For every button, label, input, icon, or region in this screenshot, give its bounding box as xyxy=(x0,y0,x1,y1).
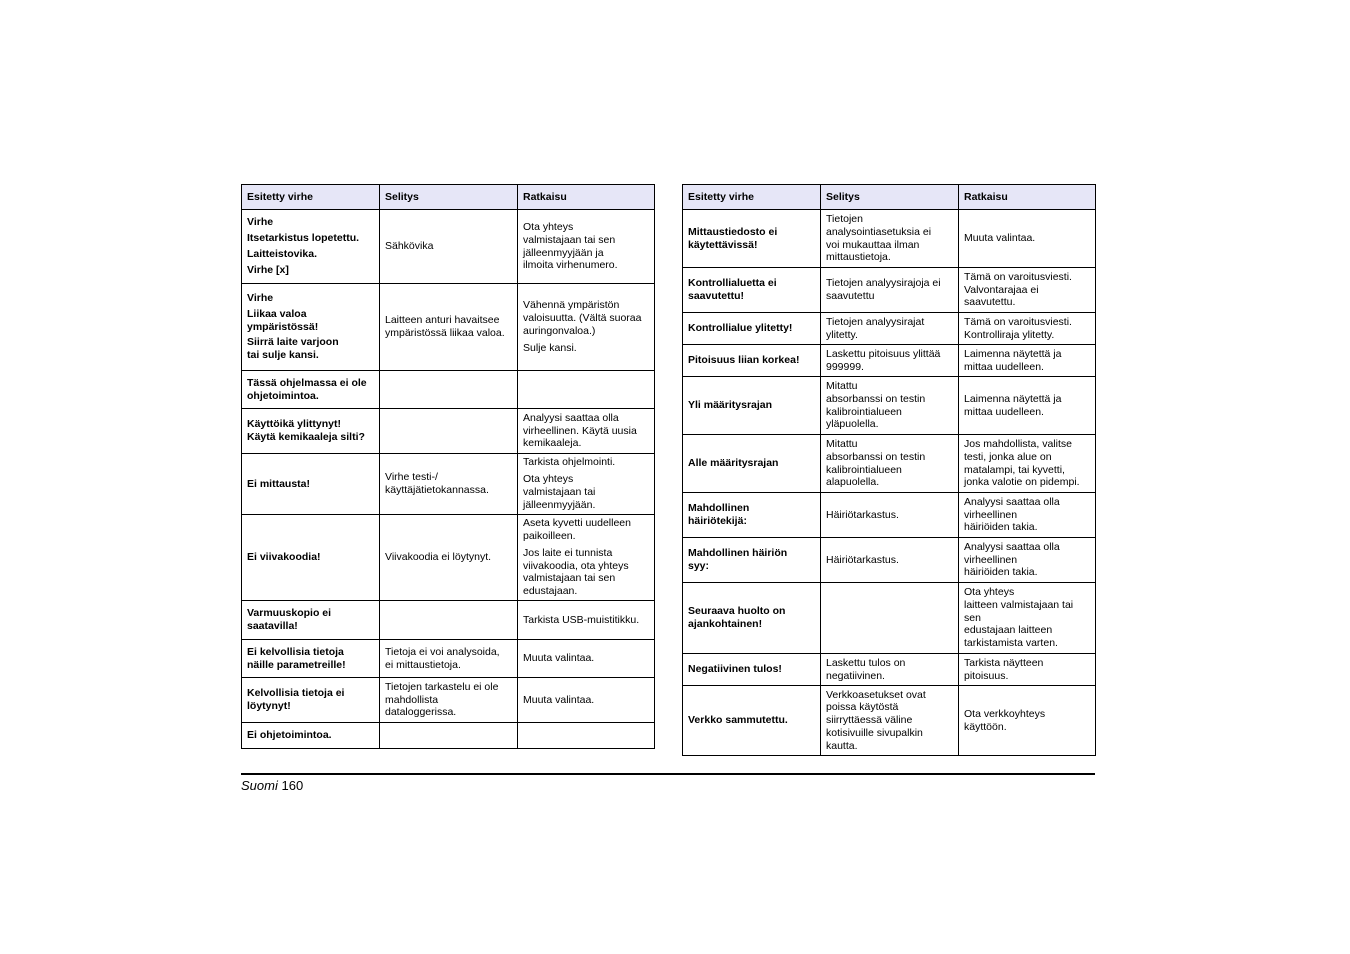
cell-paragraph: Analyysi saattaa olla virheellinen häiriöiden takia. xyxy=(964,540,1060,579)
error-cell xyxy=(683,210,821,268)
error-cell xyxy=(683,493,821,538)
explanation-cell xyxy=(821,654,959,686)
right-error-table xyxy=(682,184,1096,756)
table-row xyxy=(683,377,1096,435)
explanation-cell xyxy=(821,345,959,377)
table-row xyxy=(683,313,1096,345)
solution-cell xyxy=(959,654,1096,686)
table-row xyxy=(683,493,1096,538)
explanation-cell xyxy=(821,313,959,345)
explanation-cell xyxy=(380,210,518,284)
cell-paragraph: Tarkista ohjelmointi. xyxy=(523,456,616,469)
cell-paragraph: Ota yhteys valmistajaan tai sen jälleenmyyjään ja ilmoita virhenumero. xyxy=(523,220,618,272)
cell-paragraph: Muuta valintaa. xyxy=(964,232,1036,245)
error-line: Tässä ohjelmassa ei ole ohjetoimintoa. xyxy=(247,376,367,402)
error-cell xyxy=(242,678,380,723)
error-line: Seuraava huolto on ajankohtainen! xyxy=(688,605,786,630)
cell-paragraph: Ota verkkoyhteys käyttöön. xyxy=(964,707,1046,733)
cell-paragraph: Laimenna näytettä ja mittaa uudelleen. xyxy=(964,347,1062,373)
explanation-cell xyxy=(821,210,959,268)
error-cell xyxy=(242,454,380,515)
explanation-cell xyxy=(821,686,959,756)
table-row xyxy=(242,284,655,371)
error-cell xyxy=(242,723,380,749)
error-line: Ei viivakoodia! xyxy=(247,551,321,564)
solution-cell xyxy=(518,210,655,284)
solution-cell xyxy=(959,268,1096,313)
table-row xyxy=(683,435,1096,493)
cell-paragraph: Jos laite ei tunnista viivakoodia, ota yhteys valmistajaan tai sen edustajaan. xyxy=(523,546,629,598)
footer-divider xyxy=(241,773,1095,775)
solution-cell xyxy=(518,284,655,371)
cell-paragraph: Häiriötarkastus. xyxy=(826,508,899,521)
table-row xyxy=(242,723,655,749)
cell-paragraph: Laitteen anturi havaitsee ympäristössä liikaa valoa. xyxy=(385,314,505,339)
solution-cell xyxy=(518,723,655,749)
error-line: Virhe [x] xyxy=(247,263,289,276)
table-row xyxy=(683,345,1096,377)
table-row xyxy=(683,210,1096,268)
solution-cell xyxy=(959,583,1096,654)
error-cell xyxy=(683,377,821,435)
explanation-cell xyxy=(380,640,518,678)
solution-cell xyxy=(959,210,1096,268)
solution-cell xyxy=(959,377,1096,435)
table-row xyxy=(242,678,655,723)
table-row xyxy=(242,640,655,678)
error-cell xyxy=(683,435,821,493)
cell-paragraph: Ota yhteys laitteen valmistajaan tai sen edustajaan laitteen tarkistamista varten. xyxy=(964,586,1074,650)
error-line: Yli määritysrajan xyxy=(688,399,773,412)
error-line: Mittaustiedosto ei käytettävissä! xyxy=(688,225,778,251)
cell-paragraph: Aseta kyvetti uudelleen paikoilleen. xyxy=(523,517,631,542)
cell-paragraph: Analyysi saattaa olla virheellinen häiriöiden takia. xyxy=(964,495,1060,534)
table-row xyxy=(242,371,655,409)
footer-page-number: 160 xyxy=(281,778,304,793)
error-line: Kontrollialue ylitetty! xyxy=(688,322,793,335)
cell-paragraph: Vähennä ympäristön valoisuutta. (Vältä suoraa auringonvaloa.) xyxy=(523,299,642,337)
explanation-cell xyxy=(380,723,518,749)
header-explanation: Selitys xyxy=(380,185,518,210)
right-table-header xyxy=(683,185,1096,210)
cell-paragraph: Tietojen analysointiasetuksia ei voi mukauttaa ilman mittaustietoja. xyxy=(826,212,932,264)
solution-cell xyxy=(959,345,1096,377)
cell-paragraph: Tarkista USB-muistitikku. xyxy=(523,613,640,626)
explanation-cell xyxy=(380,409,518,454)
cell-paragraph: Häiriötarkastus. xyxy=(826,553,899,566)
error-cell xyxy=(242,284,380,371)
cell-paragraph: Mitattu absorbanssi on testin kalibrointialueen alapuolella. xyxy=(826,437,926,489)
error-cell xyxy=(683,268,821,313)
table-row xyxy=(242,515,655,601)
error-line: Ei kelvollisia tietoja näille parametreille! xyxy=(247,645,346,671)
header-solution: Ratkaisu xyxy=(959,185,1096,210)
page-footer xyxy=(241,778,303,793)
cell-paragraph: Verkkoasetukset ovat poissa käytöstä siirryttäessä väline kotisivuille sivupalkin kautta. xyxy=(826,688,926,752)
table-row xyxy=(242,409,655,454)
cell-paragraph: Muuta valintaa. xyxy=(523,652,595,665)
solution-cell xyxy=(959,538,1096,583)
cell-paragraph: Tämä on varoitusviesti. Kontrolliraja ylitetty. xyxy=(964,315,1072,341)
solution-cell xyxy=(518,454,655,515)
solution-cell xyxy=(518,601,655,640)
error-line: Ei ohjetoimintoa. xyxy=(247,729,332,742)
header-displayed-error: Esitetty virhe xyxy=(242,185,380,210)
solution-cell xyxy=(518,409,655,454)
error-cell xyxy=(242,409,380,454)
solution-cell xyxy=(518,640,655,678)
cell-paragraph: Ota yhteys valmistajaan tai jälleenmyyjään. xyxy=(523,473,596,511)
table-row xyxy=(242,601,655,640)
cell-paragraph: Viivakoodia ei löytynyt. xyxy=(385,551,492,564)
error-line: Kelvollisia tietoja ei löytynyt! xyxy=(247,687,345,712)
explanation-cell xyxy=(821,493,959,538)
explanation-cell xyxy=(821,268,959,313)
error-cell xyxy=(242,515,380,601)
error-line: Kontrollialuetta ei saavutettu! xyxy=(688,277,777,302)
explanation-cell xyxy=(380,601,518,640)
solution-cell xyxy=(959,313,1096,345)
cell-paragraph: Muuta valintaa. xyxy=(523,693,595,706)
error-line: Laitteistovika. xyxy=(247,248,318,260)
cell-paragraph: Virhe testi-/ käyttäjätietokannassa. xyxy=(385,471,489,496)
table-row xyxy=(683,583,1096,654)
cell-paragraph: Tietojen analyysirajat ylitetty. xyxy=(826,315,925,341)
header-displayed-error: Esitetty virhe xyxy=(683,185,821,210)
error-line: Virhe xyxy=(247,216,274,229)
error-line: Varmuuskopio ei saatavilla! xyxy=(247,607,332,632)
error-line: Itsetarkistus lopetettu. xyxy=(247,232,360,245)
table-row xyxy=(683,268,1096,313)
solution-cell xyxy=(959,435,1096,493)
left-error-table xyxy=(241,184,655,749)
left-table-header xyxy=(242,185,655,210)
error-line: Verkko sammutettu. xyxy=(688,714,788,727)
table-row xyxy=(683,538,1096,583)
cell-paragraph: Jos mahdollista, valitse testi, jonka alue on matalampi, tai kyvetti, jonka valotie on pidempi. xyxy=(964,437,1080,489)
error-line: Virhe xyxy=(247,292,274,304)
explanation-cell xyxy=(821,377,959,435)
cell-paragraph: Mitattu absorbanssi on testin kalibrointialueen yläpuolella. xyxy=(826,379,926,431)
cell-paragraph: Tarkista näytteen pitoisuus. xyxy=(964,656,1044,682)
explanation-cell xyxy=(380,371,518,409)
explanation-cell xyxy=(380,454,518,515)
table-row xyxy=(683,686,1096,756)
cell-paragraph: Analyysi saattaa olla virheellinen. Käytä uusia kemikaaleja. xyxy=(523,411,637,450)
table-row xyxy=(242,210,655,284)
footer-language: Suomi xyxy=(241,778,278,793)
explanation-cell xyxy=(821,435,959,493)
solution-cell xyxy=(959,493,1096,538)
solution-cell xyxy=(959,686,1096,756)
error-line: Mahdollinen häiriötekijä: xyxy=(688,502,750,527)
error-cell xyxy=(683,313,821,345)
error-line: Liikaa valoa ympäristössä! xyxy=(247,307,319,333)
error-line: Käyttöikä ylittynyt! Käytä kemikaaleja silti? xyxy=(247,418,365,443)
cell-paragraph: Tietojen tarkastelu ei ole mahdollista dataloggerissa. xyxy=(385,680,499,719)
cell-paragraph: Tietojen analyysirajoja ei saavutettu xyxy=(826,277,941,302)
error-cell xyxy=(683,686,821,756)
cell-paragraph: Laskettu tulos on negatiivinen. xyxy=(826,656,906,682)
error-cell xyxy=(242,640,380,678)
error-line: Mahdollinen häiriön syy: xyxy=(688,547,788,572)
error-cell xyxy=(683,654,821,686)
error-line: Ei mittausta! xyxy=(247,477,311,490)
error-cell xyxy=(242,371,380,409)
header-explanation: Selitys xyxy=(821,185,959,210)
explanation-cell xyxy=(821,583,959,654)
header-solution: Ratkaisu xyxy=(518,185,655,210)
error-cell xyxy=(683,538,821,583)
cell-paragraph: Sähkövika xyxy=(385,240,434,253)
error-line: Siirrä laite varjoon tai sulje kansi. xyxy=(247,336,339,362)
error-cell xyxy=(242,601,380,640)
error-cell xyxy=(242,210,380,284)
table-row xyxy=(242,454,655,515)
cell-paragraph: Tietoja ei voi analysoida, ei mittaustietoja. xyxy=(385,645,500,671)
solution-cell xyxy=(518,678,655,723)
cell-paragraph: Laskettu pitoisuus ylittää 999999. xyxy=(826,347,941,373)
error-line: Pitoisuus liian korkea! xyxy=(688,354,800,367)
solution-cell xyxy=(518,371,655,409)
explanation-cell xyxy=(380,515,518,601)
solution-cell xyxy=(518,515,655,601)
table-row xyxy=(683,654,1096,686)
cell-paragraph: Sulje kansi. xyxy=(523,341,577,354)
error-cell xyxy=(683,583,821,654)
cell-paragraph: Laimenna näytettä ja mittaa uudelleen. xyxy=(964,392,1062,418)
error-line: Negatiivinen tulos! xyxy=(688,663,782,676)
explanation-cell xyxy=(821,538,959,583)
error-line: Alle määritysrajan xyxy=(688,457,779,470)
cell-paragraph: Tämä on varoitusviesti. Valvontarajaa ei saavutettu. xyxy=(964,270,1072,309)
explanation-cell xyxy=(380,678,518,723)
explanation-cell xyxy=(380,284,518,371)
error-cell xyxy=(683,345,821,377)
